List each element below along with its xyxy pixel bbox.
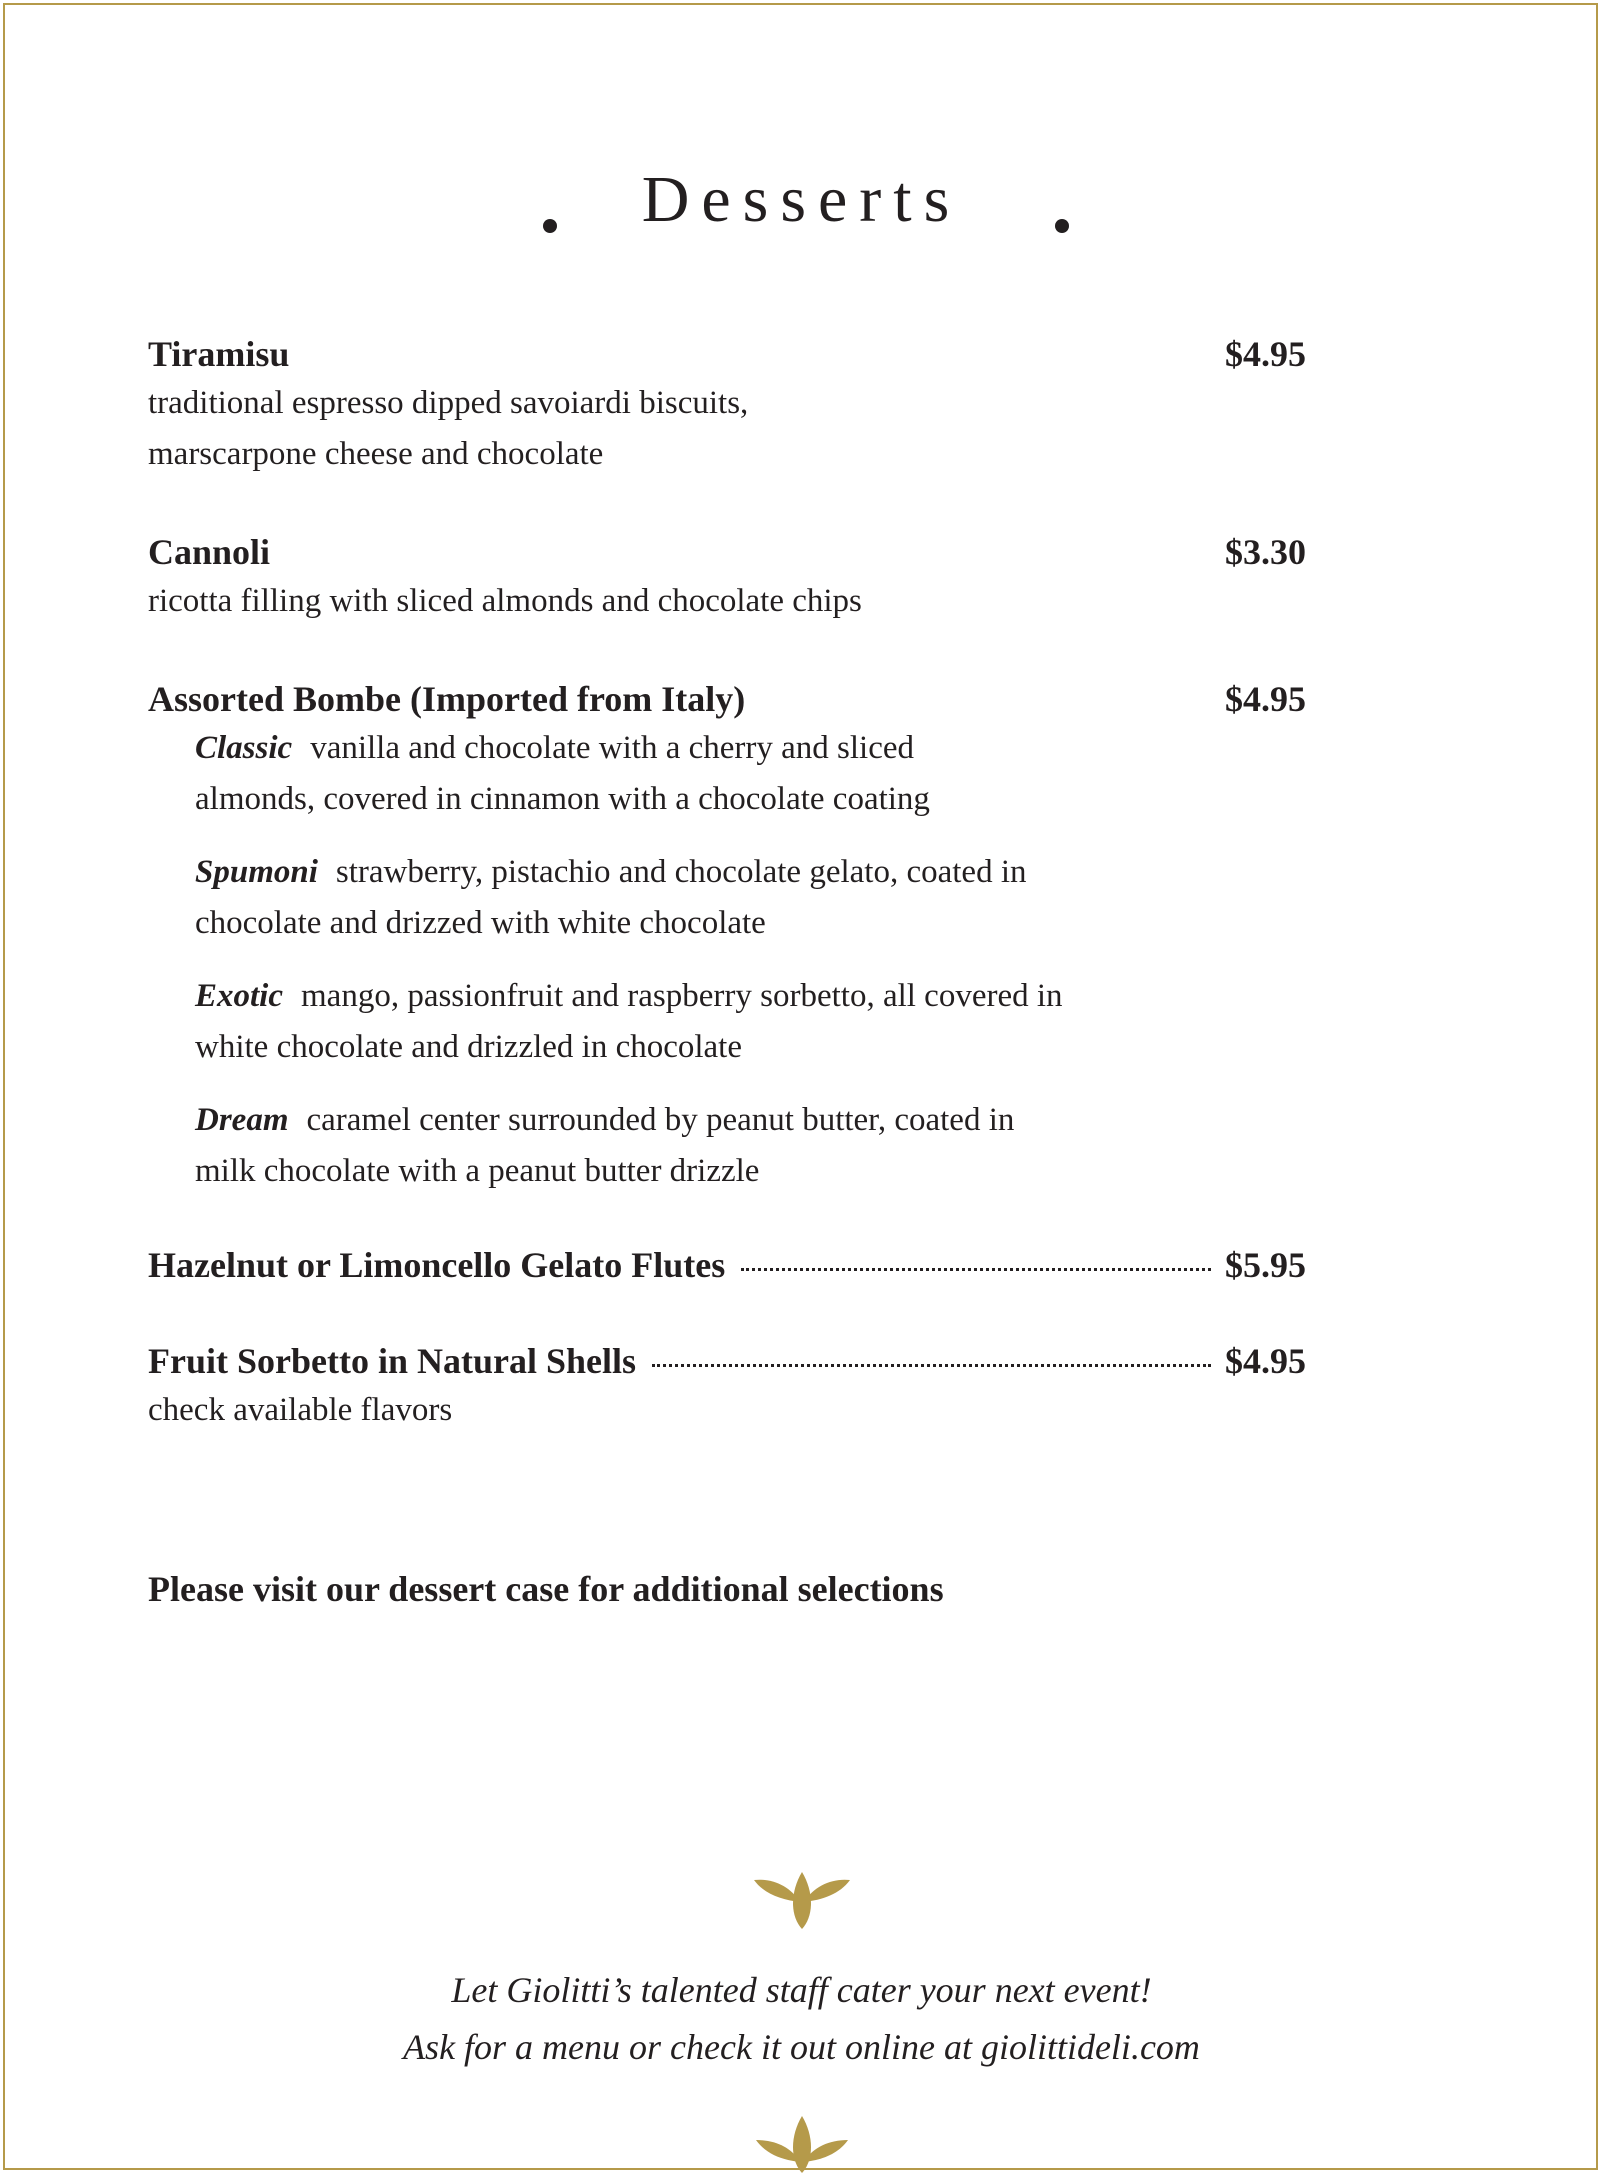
bullet-dot-icon [1055,219,1069,233]
variety-name: Spumoni [195,854,318,890]
item-name: Cannoli [148,532,271,572]
variety-description: vanilla and chocolate with a cherry and sliced [310,730,915,766]
bombe-variety-dream [195,1095,1306,1197]
item-description: traditional espresso dipped savoiardi biscuits, [148,385,749,421]
bombe-variety-spumoni [195,847,1306,949]
variety-name: Classic [195,730,293,766]
variety-description: mango, passionfruit and raspberry sorbetto, all covered in [301,978,1063,1014]
item-name: Tiramisu [148,334,290,374]
item-price: $3.30 [1225,532,1306,572]
menu-item-fruit-sorbetto [148,1337,1306,1436]
menu-item-gelato-flutes [148,1241,1306,1289]
page-title: Desserts [641,163,962,236]
dessert-menu [148,330,1306,1484]
menu-item-cannoli [148,528,1306,627]
item-price: $4.95 [1225,334,1306,374]
variety-name: Exotic [195,978,283,1014]
item-price: $4.95 [1225,679,1306,719]
footer-line: Ask for a menu or check it out online at giolittideli.com [403,2027,1200,2067]
variety-description: white chocolate and drizzled in chocolate [195,1029,742,1065]
variety-description: strawberry, pistachio and chocolate gelato, coated in [335,854,1027,890]
dot-leader [652,1364,1211,1367]
footer-line: Let Giolitti’s talented staff cater your next event! [451,1970,1152,2010]
variety-description: chocolate and drizzed with white chocolate [195,905,766,941]
item-description: ricotta filling with sliced almonds and chocolate chips [148,583,862,619]
bombe-variety-list [195,723,1306,1197]
variety-description: caramel center surrounded by peanut butter, coated in [306,1102,1015,1138]
dot-leader [741,1268,1211,1271]
item-name: Fruit Sorbetto in Natural Shells [148,1341,637,1381]
catering-footer [0,1962,1603,2076]
three-leaf-ornament-icon [0,1866,1603,1930]
three-leaf-ornament-icon [0,2110,1603,2174]
bombe-variety-exotic [195,971,1306,1073]
variety-description: almonds, covered in cinnamon with a chocolate coating [195,781,930,817]
menu-item-tiramisu [148,330,1306,480]
closing-note: Please visit our dessert case for additional selections [148,1569,944,1609]
title-row [0,160,1603,250]
variety-description: milk chocolate with a peanut butter drizzle [195,1153,760,1189]
item-price: $5.95 [1225,1245,1306,1285]
variety-name: Dream [195,1102,289,1138]
item-price: $4.95 [1225,1341,1306,1381]
item-description: marscarpone cheese and chocolate [148,436,604,472]
item-description: check available flavors [148,1392,453,1428]
bombe-variety-classic [195,723,1306,825]
item-name: Assorted Bombe (Imported from Italy) [148,679,746,719]
item-name: Hazelnut or Limoncello Gelato Flutes [148,1245,726,1285]
menu-item-bombe [148,675,1306,1197]
